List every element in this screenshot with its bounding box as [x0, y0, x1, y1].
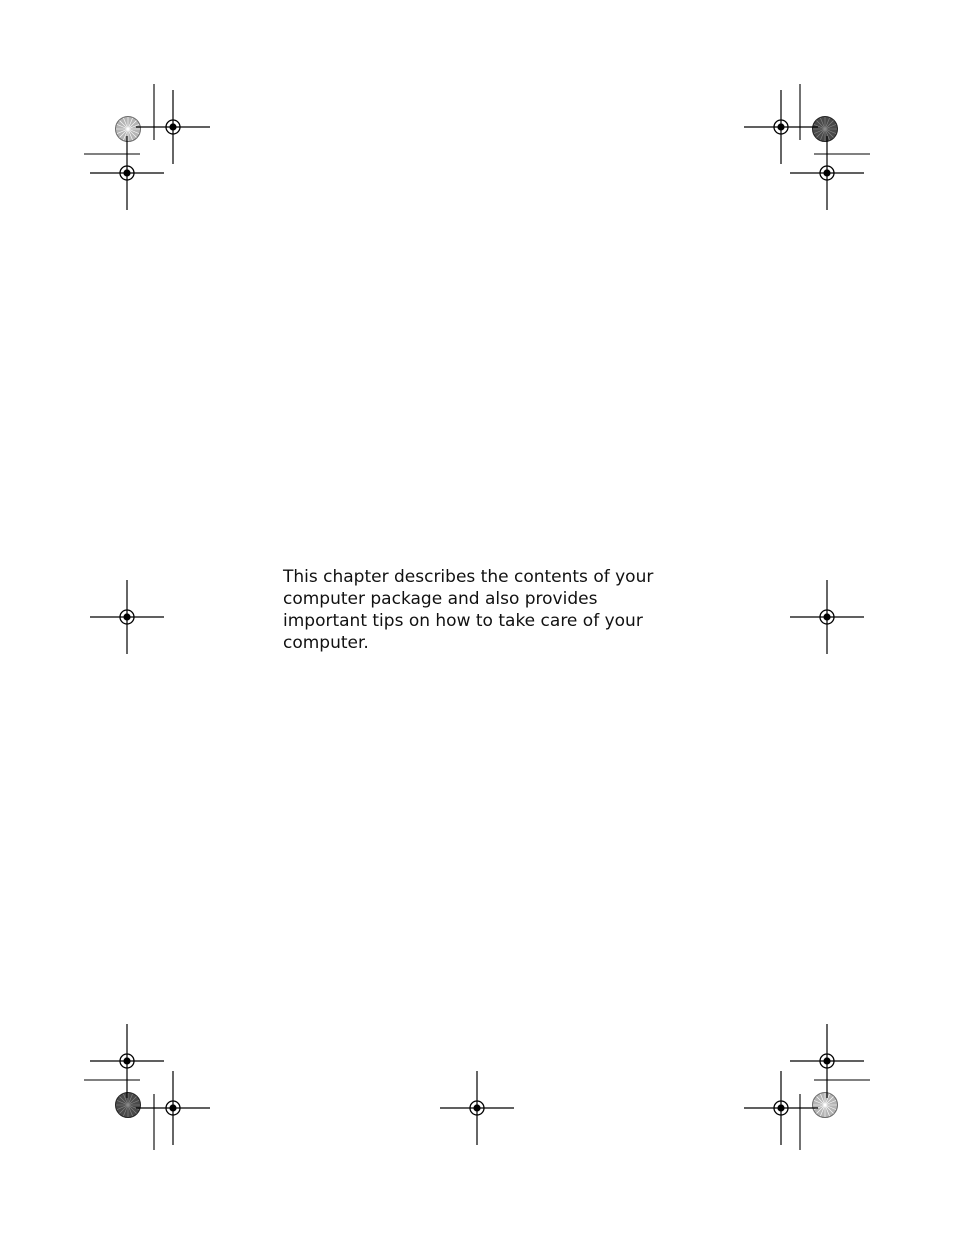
registration-mark-icon	[90, 136, 164, 210]
registration-mark-icon	[440, 1071, 514, 1145]
registration-mark-icon	[136, 1071, 210, 1145]
registration-mark-icon	[790, 136, 864, 210]
intro-line: computer package and also provides	[283, 589, 598, 609]
color-bar-icon	[813, 1093, 838, 1118]
intro-line: This chapter describes the contents of your	[283, 567, 654, 587]
color-bar-icon	[813, 117, 838, 142]
chapter-intro-paragraph	[283, 566, 683, 654]
color-bar-icon	[116, 117, 141, 142]
color-bar-icon	[116, 1093, 141, 1118]
intro-line: important tips on how to take care of your	[283, 611, 643, 631]
intro-line: computer.	[283, 633, 369, 653]
registration-mark-icon	[790, 1024, 864, 1098]
registration-mark-icon	[790, 580, 864, 654]
registration-mark-icon	[90, 580, 164, 654]
registration-mark-icon	[90, 1024, 164, 1098]
registration-mark-icon	[136, 90, 210, 164]
registration-mark-icon	[744, 90, 818, 164]
registration-mark-icon	[744, 1071, 818, 1145]
